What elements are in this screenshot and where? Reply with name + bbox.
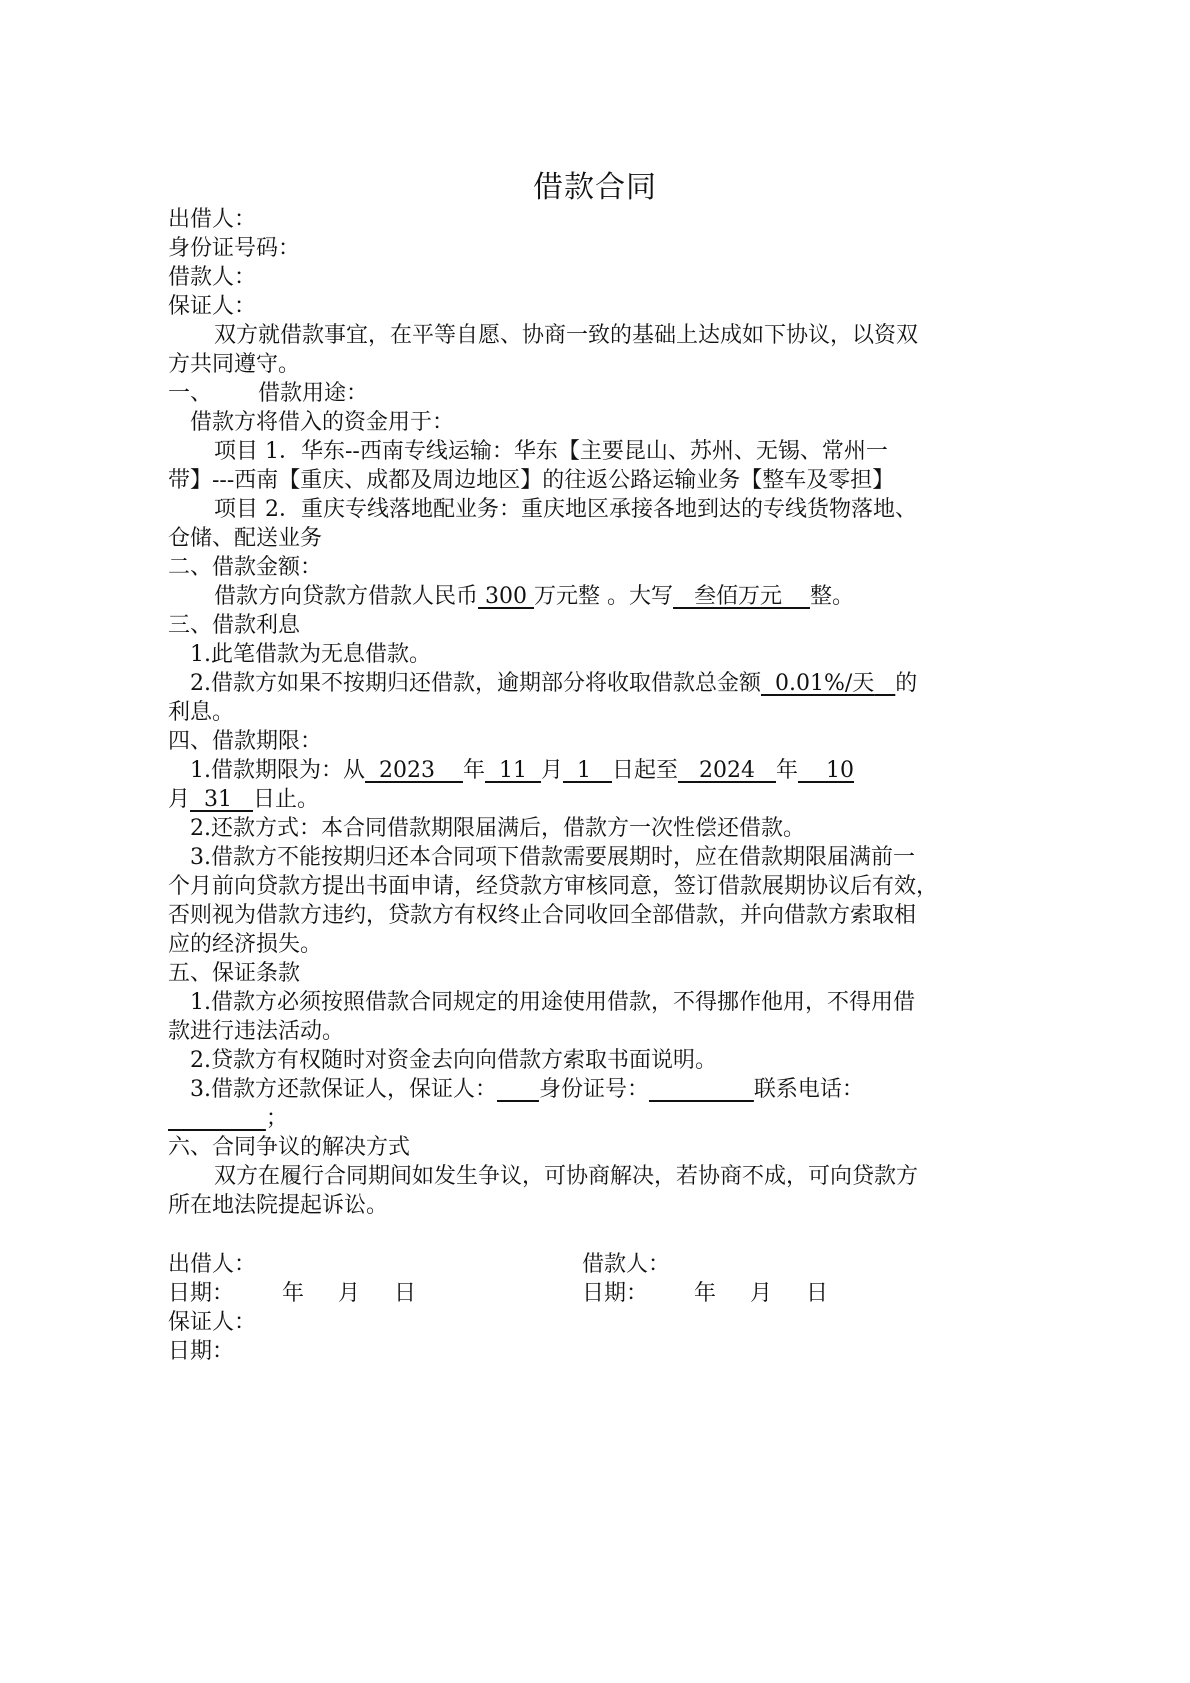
project-2-line-2: 仓储、配送业务: [168, 526, 323, 551]
section-6-heading: 六、合同争议的解决方式: [168, 1135, 411, 1160]
lender-date-day: 日: [394, 1281, 417, 1306]
intro-line-2: 方共同遵守。: [168, 352, 301, 377]
end-year-value: 2024: [699, 758, 755, 783]
lender-field: 出借人：: [168, 207, 257, 232]
loan-amount-chinese: 叁佰万元: [694, 584, 783, 609]
guarantor-phone-blank: [168, 1106, 266, 1131]
interest-item-1: 1.此笔借款为无息借款。: [190, 642, 431, 667]
section-1-heading: [168, 379, 368, 409]
lender-date-month: 月: [338, 1281, 361, 1306]
loan-amount-value: 300: [485, 584, 528, 609]
end-day-value: 31: [204, 787, 233, 812]
section-4-heading: 四、借款期限：: [168, 729, 323, 754]
guarantor-id-label: 身份证号：: [538, 1077, 649, 1102]
guarantor-signature-label: 保证人：: [168, 1310, 257, 1335]
guarantee-item-2: 2.贷款方有权随时对资金去向向借款方索取书面说明。: [190, 1048, 717, 1073]
guarantee-item-3: [190, 1075, 864, 1105]
project-1-line-1: 项目 1．华东--西南专线运输：华东【主要昆山、苏州、无锡、常州一: [214, 439, 888, 464]
end-day-label: 日止。: [253, 787, 320, 812]
extension-line-3: 否则视为借款方违约，贷款方有权终止合同收回全部借款，并向借款方索取相: [168, 903, 917, 928]
loan-term-line: [190, 756, 854, 786]
borrower-date-month: 月: [750, 1281, 773, 1306]
section-2-heading: 二、借款金额：: [168, 555, 323, 580]
end-year-label: 年: [775, 758, 798, 783]
borrower-date-day: 日: [806, 1281, 829, 1306]
end-month-value: 10: [825, 758, 854, 783]
document-title: 借款合同: [533, 170, 657, 205]
loan-amount-text-2: 万元整 。大写: [534, 584, 674, 609]
project-2-line-1: 项目 2．重庆专线落地配业务：重庆地区承接各地到达的专线货物落地、: [214, 497, 917, 522]
borrower-date-label: 日期：: [582, 1281, 649, 1306]
interest-item-2-end: 的: [895, 671, 918, 696]
guarantor-label: 3.借款方还款保证人，保证人：: [190, 1077, 497, 1102]
extension-line-2: 个月前向贷款方提出书面申请，经贷款方审核同意，签订借款展期协议后有效，: [168, 874, 939, 899]
overdue-rate-value: 0.01%/天: [775, 671, 875, 696]
start-year-label: 年: [462, 758, 485, 783]
project-1-line-2: 带】---西南【重庆、成都及周边地区】的往返公路运输业务【整车及零担】: [168, 468, 895, 493]
guarantee-item-1-line-1: 1.借款方必须按照借款合同规定的用途使用借款，不得挪作他用，不得用借: [190, 990, 915, 1015]
loan-amount-line: [214, 582, 854, 612]
borrower-field: 借款人：: [168, 265, 257, 290]
end-month-label: 月: [168, 787, 191, 812]
borrower-date-year: 年: [694, 1281, 717, 1306]
start-year-value: 2023: [379, 758, 435, 783]
guarantor-date-label: 日期：: [168, 1339, 235, 1364]
guarantor-field: 保证人：: [168, 294, 257, 319]
dispute-line-2: 所在地法院提起诉讼。: [168, 1193, 389, 1218]
start-month-value: 11: [499, 758, 527, 783]
loan-term-line-2: [168, 785, 319, 815]
lender-date-label: 日期：: [168, 1281, 235, 1306]
guarantor-phone-end: ；: [265, 1106, 288, 1131]
guarantor-phone-line: [168, 1104, 288, 1134]
section-1-title: 借款用途：: [258, 381, 369, 406]
purpose-lead: 借款方将借入的资金用于：: [190, 410, 455, 435]
borrower-signature-label: 借款人：: [582, 1252, 671, 1277]
extension-line-1: 3.借款方不能按期归还本合同项下借款需要展期时，应在借款期限届满前一: [190, 845, 915, 870]
interest-item-2-text: 2.借款方如果不按期归还借款，逾期部分将收取借款总金额: [190, 671, 761, 696]
start-day-value: 1: [577, 758, 592, 783]
repayment-method: 2.还款方式：本合同借款期限届满后，借款方一次性偿还借款。: [190, 816, 805, 841]
guarantee-item-1-line-2: 款进行违法活动。: [168, 1019, 345, 1044]
id-number-field: 身份证号码：: [168, 236, 301, 261]
interest-item-2-line-2: 利息。: [168, 700, 235, 725]
dispute-line-1: 双方在履行合同期间如发生争议，可协商解决，若协商不成，可向贷款方: [214, 1164, 919, 1189]
lender-date-year: 年: [282, 1281, 305, 1306]
extension-line-4: 应的经济损失。: [168, 932, 323, 957]
guarantor-phone-label: 联系电话：: [753, 1077, 864, 1102]
loan-amount-text-1: 借款方向贷款方借款人民币: [214, 584, 479, 609]
section-3-heading: 三、借款利息: [168, 613, 301, 638]
interest-item-2: [190, 669, 917, 699]
section-1-number: 一、: [168, 381, 213, 406]
start-month-label: 月: [541, 758, 564, 783]
loan-term-text: 1.借款期限为：从: [190, 758, 365, 783]
guarantor-blank: [497, 1077, 539, 1102]
intro-line-1: 双方就借款事宜，在平等自愿、协商一致的基础上达成如下协议，以资双: [214, 323, 919, 348]
start-day-label: 日起至: [612, 758, 679, 783]
guarantor-id-blank: [649, 1077, 754, 1102]
section-5-heading: 五、保证条款: [168, 961, 301, 986]
lender-signature-label: 出借人：: [168, 1252, 257, 1277]
loan-amount-text-3: 整。: [810, 584, 855, 609]
